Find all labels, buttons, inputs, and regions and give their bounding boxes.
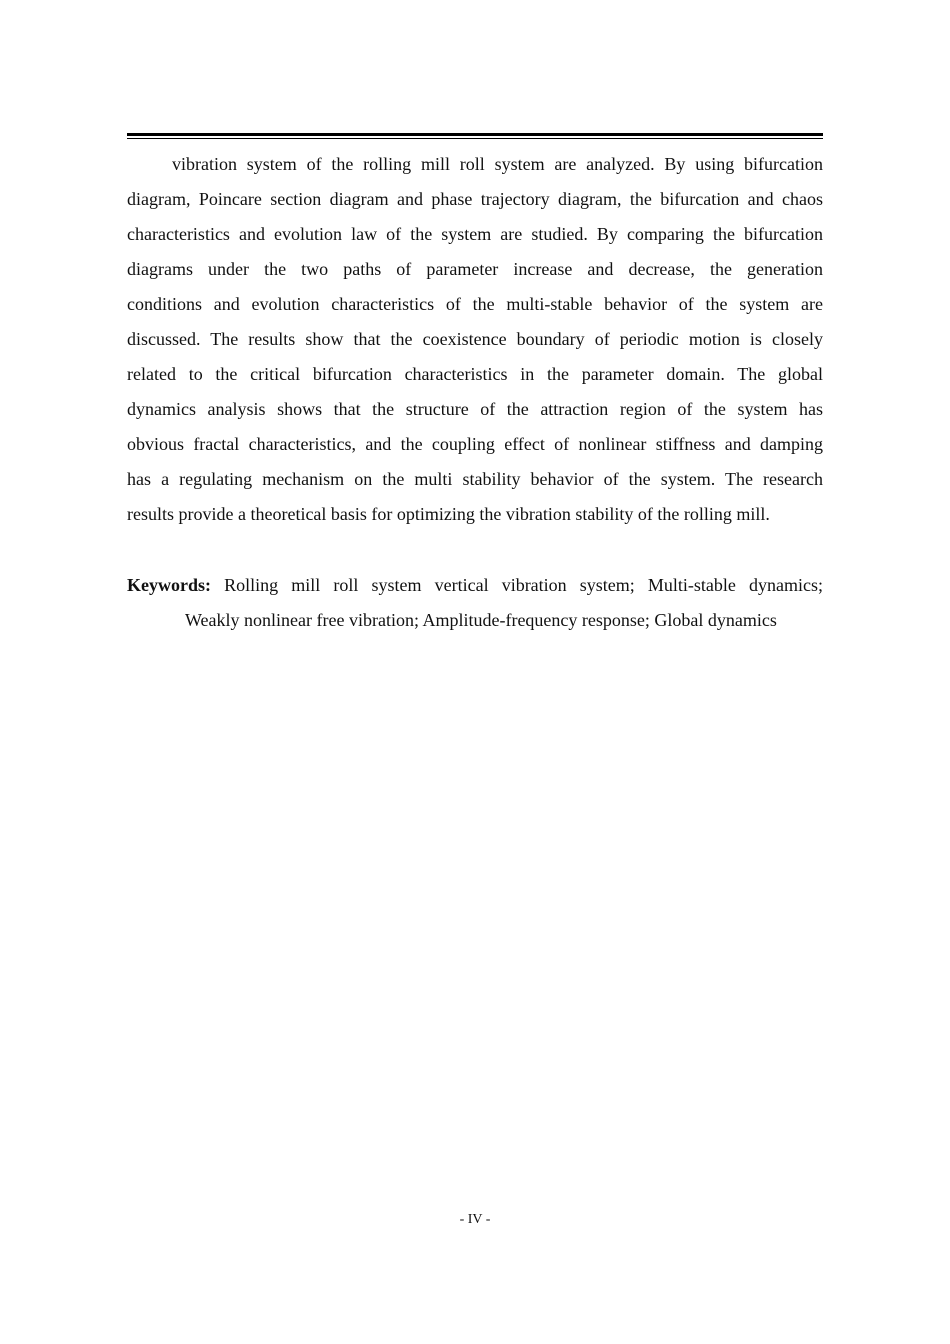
abstract-body <box>127 151 823 536</box>
abstract-line: diagram, Poincare section diagram and phase trajectory diagram, the bifurcation and chaos <box>127 189 823 209</box>
keywords-line-1 <box>127 572 823 607</box>
abstract-line: related to the critical bifurcation characteristics in the parameter domain. The global <box>127 364 823 384</box>
abstract-line: discussed. The results show that the coexistence boundary of periodic motion is closely <box>127 329 823 349</box>
abstract-line: diagrams under the two paths of parameter increase and decrease, the generation <box>127 259 823 279</box>
abstract-line: has a regulating mechanism on the multi stability behavior of the system. The research <box>127 469 823 489</box>
abstract-line: results provide a theoretical basis for optimizing the vibration stability of the rolling mill. <box>127 504 770 524</box>
header-rule-thin <box>127 138 823 139</box>
abstract-line: conditions and evolution characteristics of the multi-stable behavior of the system are <box>127 294 823 314</box>
abstract-line: vibration system of the rolling mill roll system are analyzed. By using bifurcation <box>172 154 823 174</box>
page-number: - IV - <box>459 1212 491 1227</box>
abstract-line: characteristics and evolution law of the system are studied. By comparing the bifurcation <box>127 224 823 244</box>
keywords-text-1: Rolling mill roll system vertical vibration system; Multi-stable dynamics; <box>224 575 824 595</box>
abstract-line: obvious fractal characteristics, and the coupling effect of nonlinear stiffness and damping <box>127 434 823 454</box>
abstract-line: dynamics analysis shows that the structure of the attraction region of the system has <box>127 399 823 419</box>
keywords-text-2: Weakly nonlinear free vibration; Amplitude-frequency response; Global dynamics <box>185 610 777 630</box>
header-rule-thick <box>127 133 823 136</box>
keywords-section <box>127 572 823 642</box>
keywords-label: Keywords: <box>127 575 211 595</box>
